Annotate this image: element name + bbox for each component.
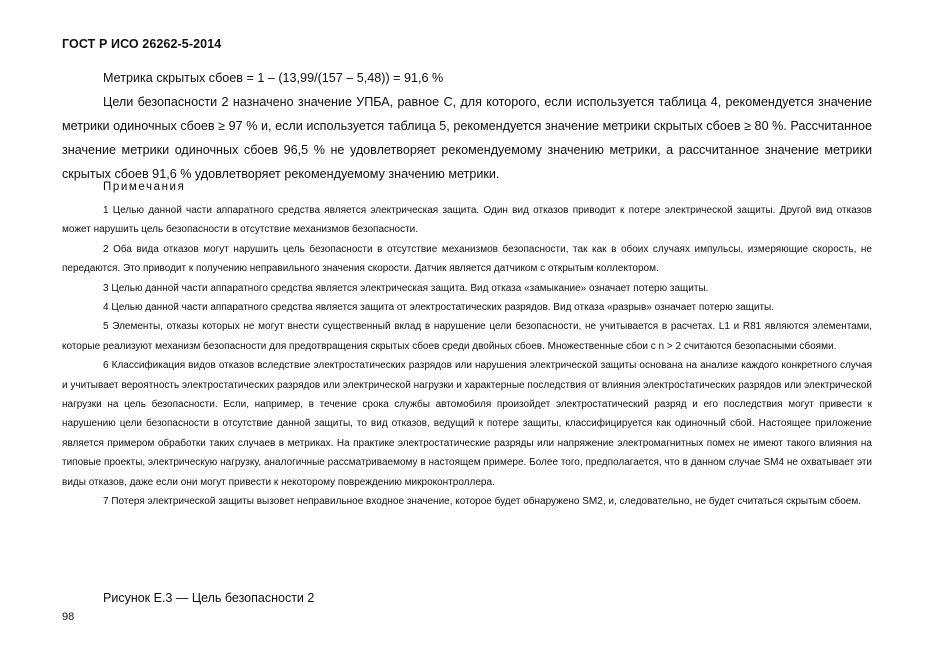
notes-heading: Примечания	[103, 181, 186, 193]
note-item: 5 Элементы, отказы которых не могут внести существенный вклад в нарушение цели безопасности, не учитывается в расчетах. L1 и R81 являются элементами, которые реализуют механизм безопасности для предотвращения скрытых сбоев среди двойных сбоев. Множественные сбои с n > 2 считаются безопасными сбоями.	[62, 321, 872, 352]
note-item: 6 Классификация видов отказов вследствие электростатических разрядов или нарушения электрической защиты основана на анализе каждого конкретного случая и учитывает вероятность электростатических разрядов или электрической нагрузки и характерные последствия от влияния электростатических разрядов или электрической нагрузки на цель безопасности. Если, например, в течение срока службы автомобиля произойдет электростатический разряд и его последствия могут привести к нарушению цели безопасности в отсутствие данной защиты, то вид отказов, ведущий к потере защиты, классифицируется как одиночный сбой. Настоящее приложение является примером обработки таких случаев в метриках. На практике электростатические разряды или напряжение электромагнитных помех не имеют такого влияния на типовые проекты, электрическую нагрузку, аналогичные рассматриваемому в настоящем примере. Более того, предполагается, что в данном случае SM4 не охватывает эти виды отказов, даже если они могут привести к некоторому повреждению микроконтроллера.	[62, 360, 872, 488]
note-item: 4 Целью данной части аппаратного средства является защита от электростатических разрядов. Вид отказа «разрыв» означает потерю защиты.	[103, 302, 775, 314]
note-item: 3 Целью данной части аппаратного средства является электрическая защита. Вид отказа «замыкание» означает потерю защиты.	[103, 282, 709, 294]
note-item: 1 Целью данной части аппаратного средства является электрическая защита. Один вид отказов приводит к потере электрической защиты. Другой вид отказов может нарушить цель безопасности в отсутствие механизмов безопасности.	[62, 205, 872, 236]
figure-caption: Рисунок Е.3 — Цель безопасности 2	[103, 591, 315, 605]
page-number: 98	[62, 612, 75, 620]
standard-header: ГОСТ Р ИСО 26262-5-2014	[62, 37, 222, 51]
notes-list	[62, 201, 872, 512]
main-text	[62, 66, 872, 186]
formula-line: Метрика скрытых сбоев = 1 – (13,99/(157 – 5,48)) = 91,6 %	[103, 71, 444, 85]
note-item: 2 Оба вида отказов могут нарушить цель безопасности в отсутствие механизмов безопасности, так как в обоих случаях импульсы, измеряющие скорость, не передаются. Это приводит к получению неправильного значения скорости. Датчик является датчиком с открытым коллектором.	[62, 243, 872, 275]
safety-goal-paragraph: Цели безопасности 2 назначено значение УПБА, равное С, для которого, если используется таблица 4, рекомендуется значение метрики одиночных сбоев ≥ 97 % и, если используется таблица 5, рекомендуется значение метрики скрытых сбоев ≥ 80 %. Рассчитанное значение метрики одиночных сбоев 96,5 % не удовлетворяет рекомендуемому значению метрики, а рассчитанное значение метрики скрытых сбоев 91,6 % удовлетворяет рекомендуемому значению метрики.	[62, 95, 872, 181]
note-item: 7 Потеря электрической защиты вызовет неправильное входное значение, которое будет обнаружено SM2, и, следовательно, не будет считаться скрытым сбоем.	[103, 496, 861, 508]
